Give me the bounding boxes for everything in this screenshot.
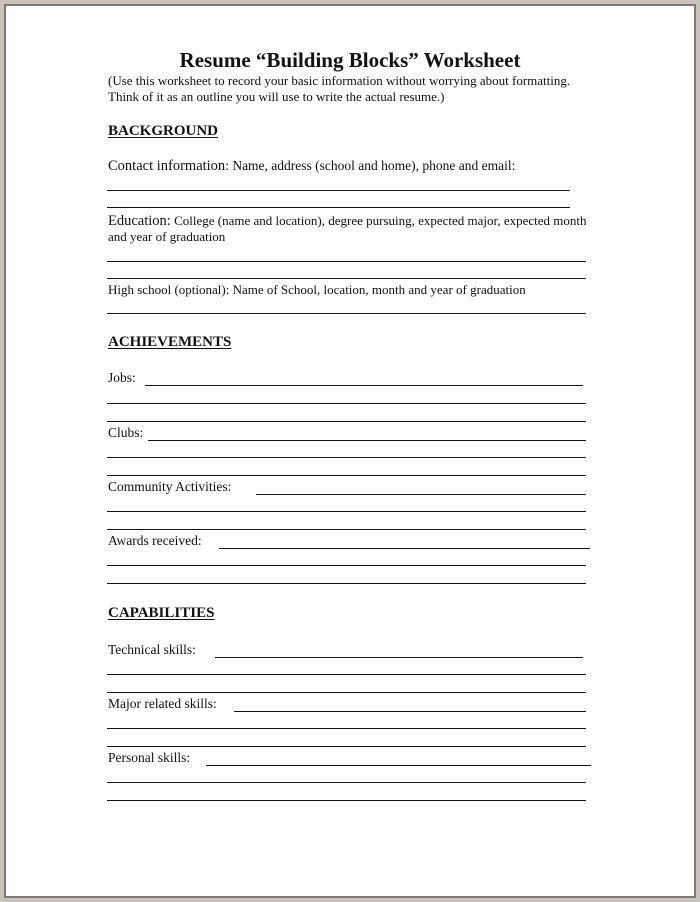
intro-line-2: Think of it as an outline you will use to write the actual resume.) — [108, 89, 445, 104]
intro-text — [108, 73, 628, 105]
contact-info-hint: : Name, address (school and home), phone and email: — [225, 158, 516, 173]
personal-skills-line[interactable] — [206, 765, 591, 766]
jobs-line[interactable] — [107, 421, 586, 422]
jobs-line[interactable] — [145, 385, 583, 386]
community-activities-label: Community Activities: — [108, 479, 232, 494]
community-activities-line[interactable] — [107, 511, 586, 512]
technical-skills-line[interactable] — [107, 692, 586, 693]
community-activities-line[interactable] — [256, 494, 586, 495]
awards-received-line[interactable] — [107, 583, 586, 584]
personal-skills-line[interactable] — [107, 782, 586, 783]
awards-received-line[interactable] — [219, 548, 590, 549]
education-hint: College (name and location), degree pursuing, expected major, expected month and year of graduation — [108, 213, 587, 244]
community-activities-line[interactable] — [107, 529, 586, 530]
clubs-line[interactable] — [107, 475, 586, 476]
major-related-skills-line[interactable] — [234, 711, 586, 712]
education-line[interactable] — [107, 261, 586, 262]
contact-info-line[interactable] — [107, 207, 570, 208]
technical-skills-label: Technical skills: — [108, 642, 196, 657]
personal-skills-label: Personal skills: — [108, 750, 191, 765]
section-heading-capabilities: CAPABILITIES — [108, 605, 215, 621]
jobs-label: Jobs: — [108, 370, 136, 385]
contact-info-line[interactable] — [107, 190, 570, 191]
awards-received-label: Awards received: — [108, 533, 202, 548]
intro-line-1: (Use this worksheet to record your basic information without worrying about formatting. — [108, 73, 571, 88]
technical-skills-line[interactable] — [107, 674, 586, 675]
technical-skills-line[interactable] — [215, 657, 583, 658]
clubs-label: Clubs: — [108, 425, 144, 440]
education-prompt — [108, 213, 588, 245]
section-heading-achievements: ACHIEVEMENTS — [108, 334, 232, 350]
high-school-label: High school (optional): Name of School, location, month and year of graduation — [108, 282, 526, 297]
personal-skills-line[interactable] — [107, 800, 586, 801]
education-label: Education: — [108, 213, 171, 229]
education-line[interactable] — [107, 278, 586, 279]
major-related-skills-line[interactable] — [107, 746, 586, 747]
document-title: Resume “Building Blocks” Worksheet — [179, 48, 521, 72]
awards-received-line[interactable] — [107, 565, 586, 566]
major-related-skills-label: Major related skills: — [108, 696, 217, 711]
clubs-line[interactable] — [148, 440, 586, 441]
section-heading-background: BACKGROUND — [108, 123, 219, 139]
jobs-line[interactable] — [107, 403, 586, 404]
major-related-skills-line[interactable] — [107, 728, 586, 729]
contact-info-label: Contact information — [108, 158, 226, 174]
high-school-line[interactable] — [107, 313, 586, 314]
clubs-line[interactable] — [107, 457, 586, 458]
contact-info-prompt — [108, 158, 515, 175]
